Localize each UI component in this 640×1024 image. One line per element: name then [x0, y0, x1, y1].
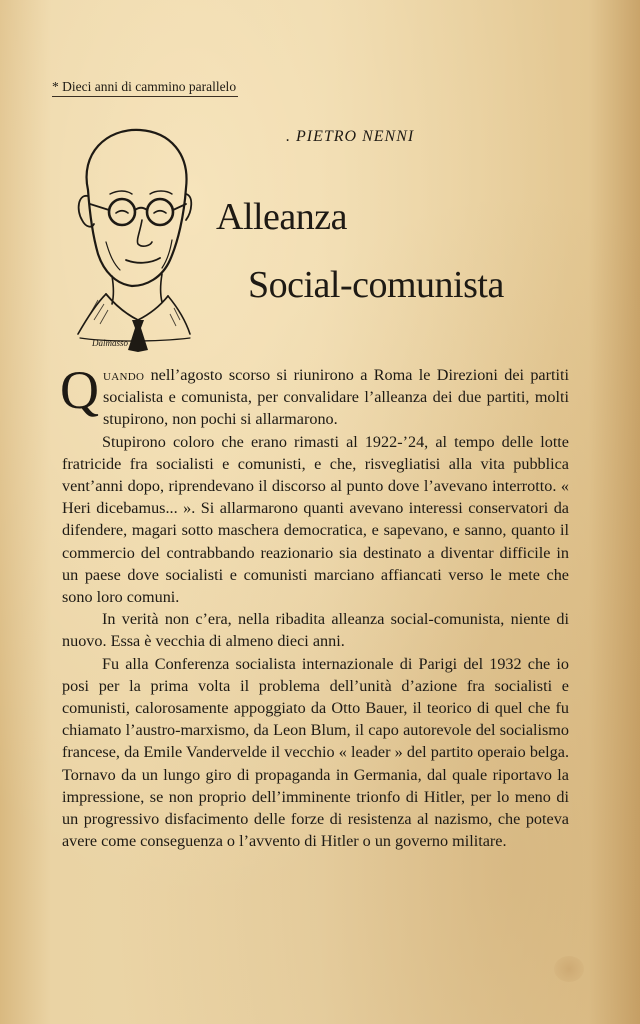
article-body — [60, 360, 569, 852]
author-name — [286, 128, 414, 146]
author-dot: . — [286, 128, 296, 145]
paragraph-4: Fu alla Conferenza socialista internazionale di Parigi del 1932 che io posi per la prima volta il problema dell’unità d’azione fra socialisti e comunisti, calorosamente appoggiato da Otto Bauer, il teorico di quel che fu chiamato l’austro-marxismo, da Leon Blum, il capo autorevole del socialismo francese, da Emile Vandervelde il vecchio « leader » del partito operaio belga. Tornavo da un lungo giro di propaganda in Germania, dal quale riportavo la impressione, se non proprio dell’imminente trionfo di Hitler, per lo meno di un progressivo disfacimento delle forze di resistenza al nazismo, che poteva avere come conseguenza o l’avvento di Hitler o un governo militare. — [62, 654, 569, 851]
paragraph-3: In verità non c’era, nella ribadita alleanza social-comunista, niente di nuovo. Essa è vecchia di almeno dieci anni. — [62, 610, 569, 651]
article-title-line-2: Social-comunista — [248, 264, 504, 306]
author-text: PIETRO NENNI — [296, 128, 415, 145]
paragraph-1-text: nell’agosto scorso si riunirono a Roma le Direzioni dei partiti socialista e comunista, per convalidare l’alleanza dei due partiti, molti stupirono, non pochi si allarmarono. — [103, 366, 569, 429]
portrait-glasses-right — [147, 199, 173, 225]
portrait-tie — [128, 320, 148, 352]
portrait-jacket — [78, 294, 190, 334]
paragraph-2: Stupirono coloro che erano rimasti al 1922-’24, al tempo delle lotte fratricide fra socialisti e comunisti, e che, risvegliatisi alla vita pubblica vent’anni dopo, riprendevano il discorso al punto dove l’avevano interrotto. « Heri dicebamus... ». Si allarmarono quanti avevano interessi conservatori da difendere, magari sotto maschera democratica, e sapevano, e sanno, quanto il commercio del contrabbando reazionario sia destinato a diventar difficile in un paese dove socialisti e comunisti marciano affiancati verso le mete che sono loro comuni. — [62, 432, 569, 607]
drop-cap: Q — [60, 360, 99, 420]
lead-smallcaps: uando — [103, 366, 145, 384]
portrait-glasses-left — [109, 199, 135, 225]
portrait-glasses-bridge — [135, 208, 147, 210]
portrait-nose — [137, 220, 152, 246]
paragraph-1 — [60, 360, 569, 431]
running-header — [52, 79, 238, 97]
portrait-right-ear — [186, 194, 191, 220]
running-title: Dieci anni di cammino parallelo — [62, 79, 237, 94]
article-title-line-1: Alleanza — [216, 196, 348, 238]
asterisk-bullet: * — [52, 79, 63, 94]
portrait-collar — [106, 294, 168, 320]
author-portrait-sketch — [66, 124, 196, 352]
portrait-signature: Dalmasso — [92, 338, 129, 348]
paper-stain — [554, 956, 584, 982]
portrait-mouth — [126, 258, 160, 263]
